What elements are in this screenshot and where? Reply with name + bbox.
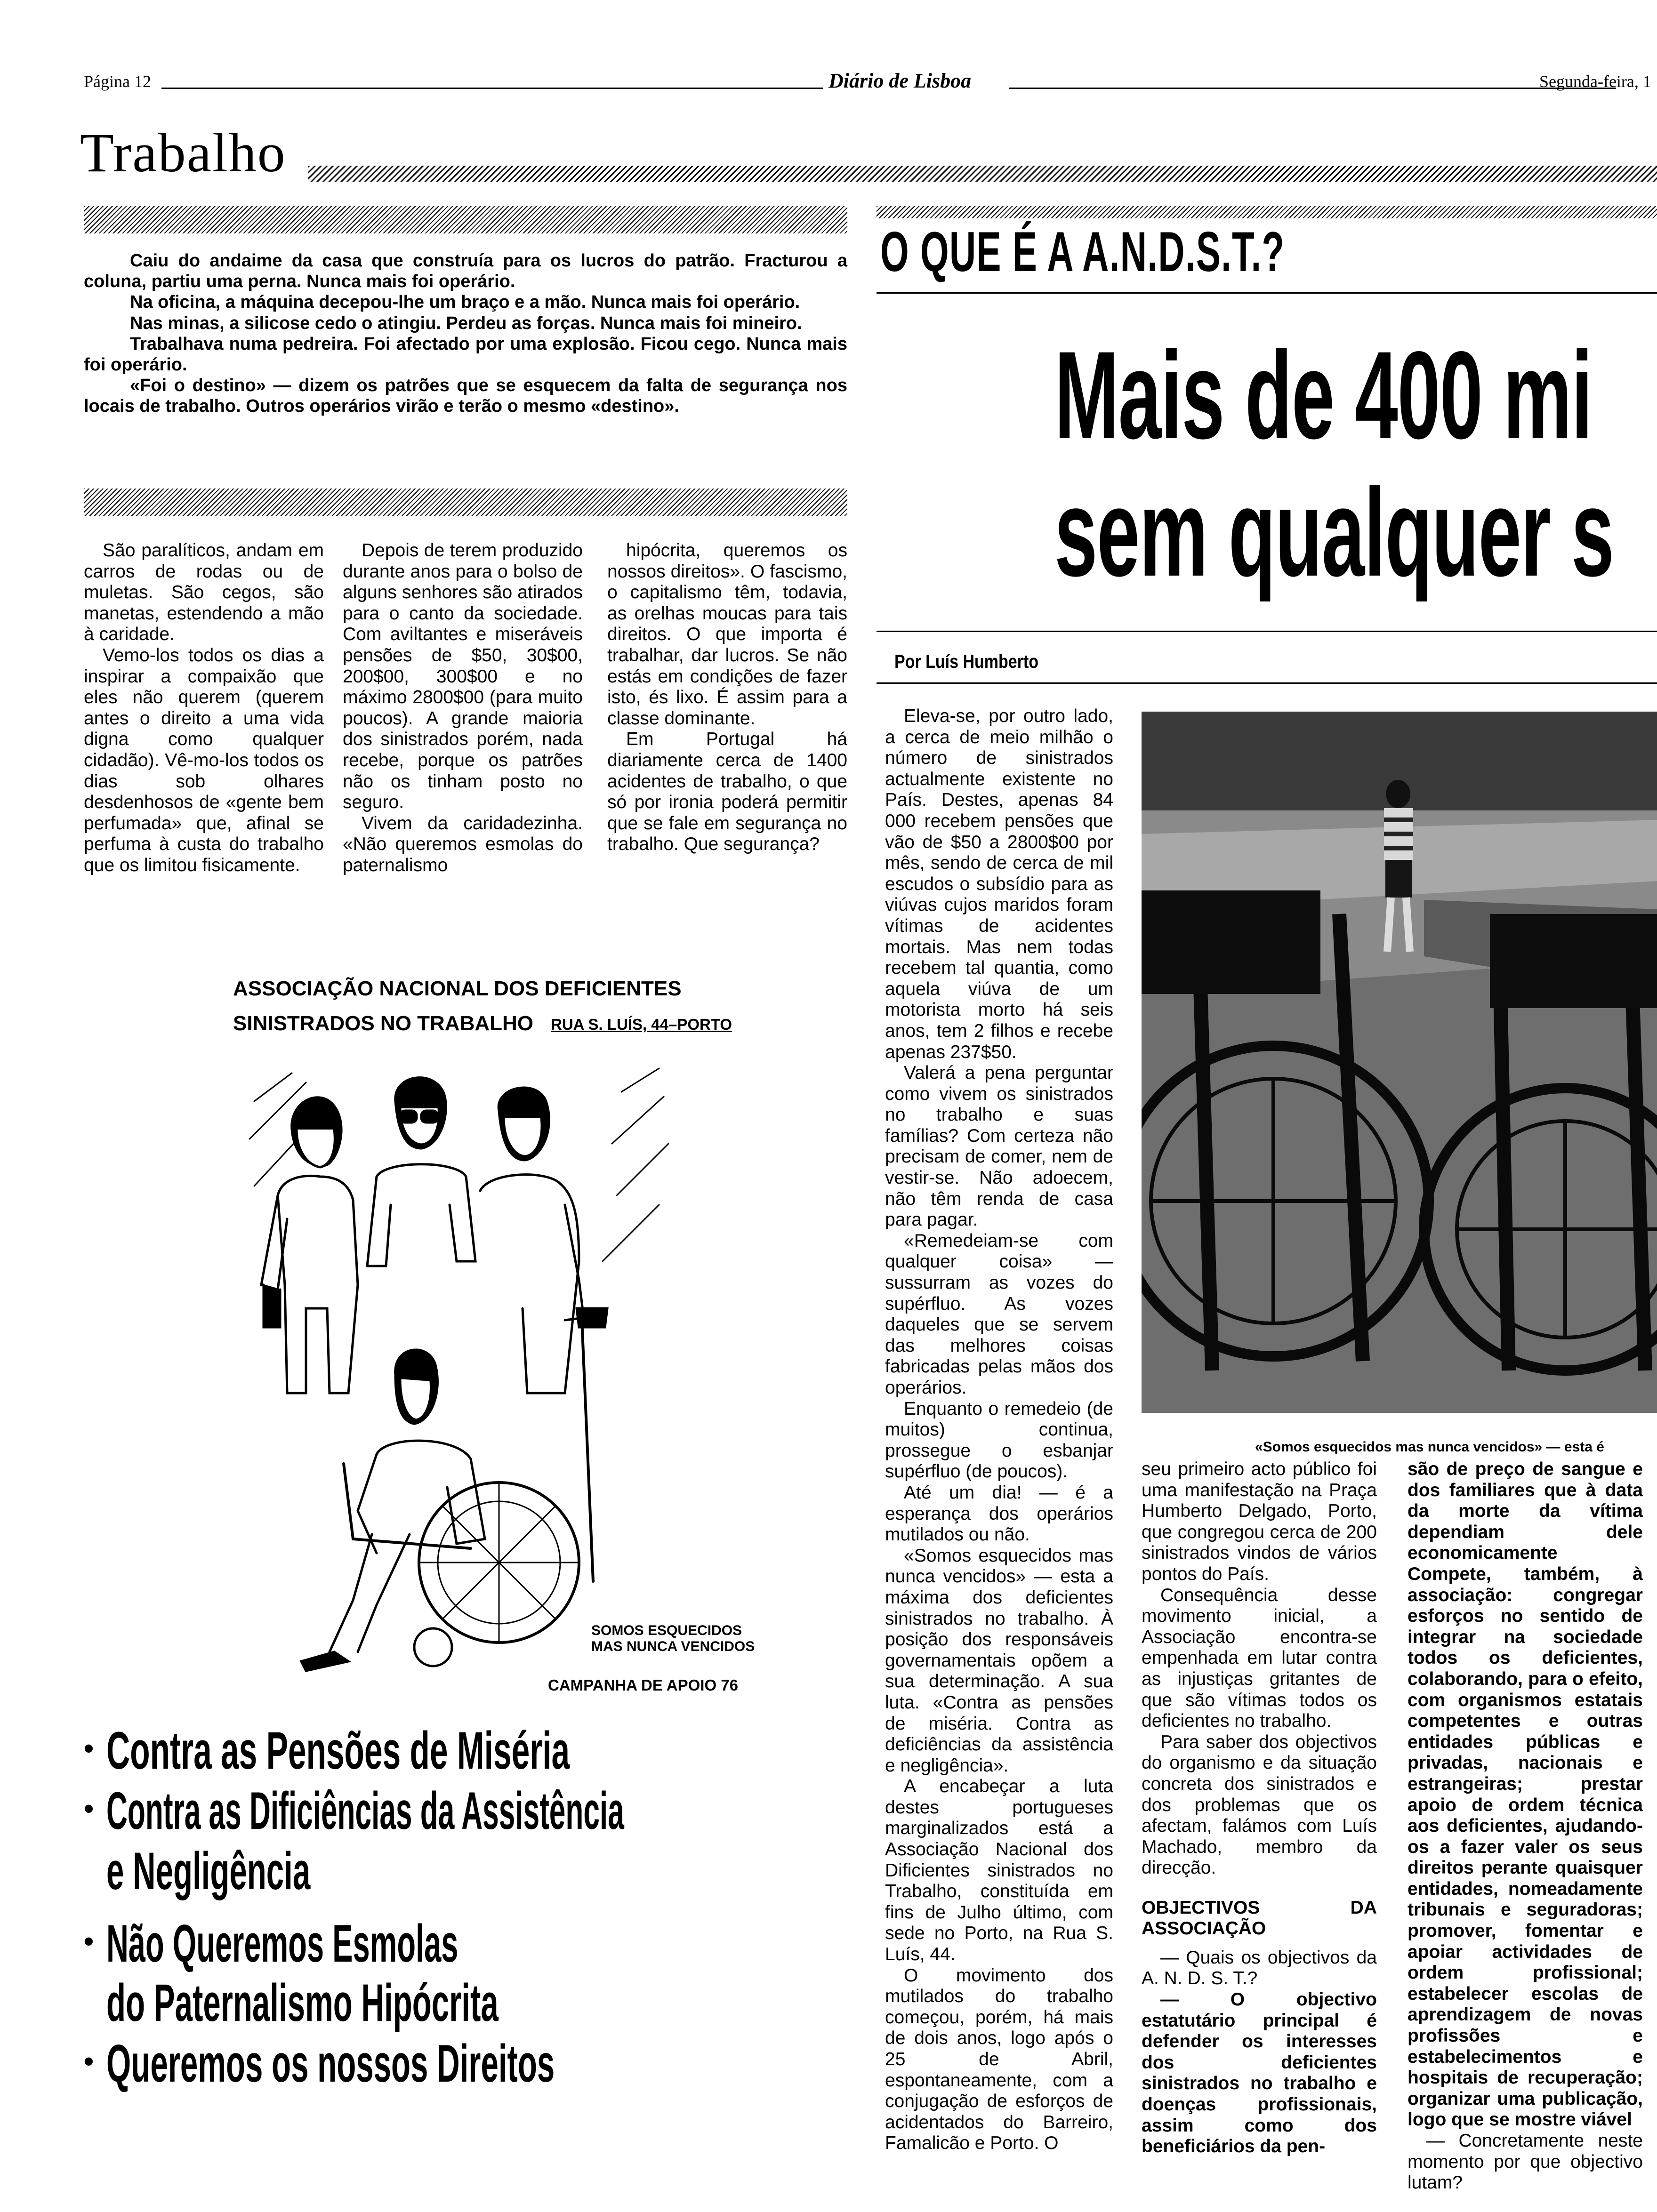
intro-paragraph: Nas minas, a silicose cedo o atingiu. Perdeu as forças. Nunca mais foi mineiro. <box>130 313 802 333</box>
left-column-2 <box>343 540 583 876</box>
slogan-text: e Negligência <box>106 1842 311 1900</box>
column-paragraph: Vemo-los todos os dias a inspirar a compaixão que eles não querem (querem antes o direito a uma vida digna como qualquer cidadão). Vê-mo-los todos os dias sob olhares desdenhosos de «gente bem perfumada» que, afinal se perfuma à custa do trabalho que os limitou fisicamente. <box>84 645 324 875</box>
page-date: Segunda-feira, 1 <box>1539 72 1651 91</box>
intro-paragraph: Caiu do andaime da casa que construía para os lucros do patrão. Fracturou a coluna, partiu uma perna. Nunca mais foi operário. <box>84 251 847 292</box>
header-rule-right <box>1009 88 1616 89</box>
column-paragraph: Consequência desse movimento inicial, a Associação encontra-se empenhada em lutar contra as injustiças gritantes de que são vítimas todos os deficientes no trabalho. <box>1142 1585 1377 1731</box>
column-paragraph: Vivem da caridadezinha. «Não queremos esmolas do paternalismo <box>343 813 583 875</box>
section-title-rule <box>308 166 1657 182</box>
poster-campaign: CAMPANHA DE APOIO 76 <box>548 1676 738 1694</box>
newspaper-name: Diário de Lisboa <box>828 69 972 92</box>
byline-rule-bottom <box>877 682 1657 684</box>
column-paragraph: O movimento dos mutilados do trabalho começou, porém, há mais de dois anos, logo após o 25 de Abril, espontaneamente, com a conjugação de esforços de acidentados do Barreiro, Famalicão e Porto. O <box>885 1965 1113 2154</box>
byline-rule-top <box>877 631 1657 632</box>
column-paragraph: — Quais os objectivos da A. N. D. S. T.? <box>1142 1947 1377 1989</box>
column-paragraph: «Somos esquecidos mas nunca vencidos» — esta a máxima dos deficientes sinistrados no trabalho. À posição dos responsáveis governamentais opõem a sua determinação. A sua luta. «Contra as pensões de miséria. Contra as deficiências da assistência e negligência». <box>885 1545 1113 1776</box>
article-top-hatch <box>877 206 1657 218</box>
column-paragraph-bold: — O objectivo estatutário principal é defender os interesses dos deficientes sinistrados no trabalho e doenças profissionais, assim como dos beneficiários da pen- <box>1142 1989 1377 2157</box>
slogan-text: Não Queremos Esmolas <box>106 1914 458 1973</box>
slogan-text: do Paternalismo Hipócrita <box>106 1973 499 2032</box>
slogan-text: Contra as Dificiências da Assistência <box>106 1781 624 1840</box>
slogan-text: Queremos os nossos Direitos <box>106 2034 555 2093</box>
bullet-icon: • <box>84 1793 94 1824</box>
article-headline-line2: sem qualquer s <box>1054 463 1614 602</box>
intro-bottom-hatch <box>84 489 847 516</box>
column-paragraph: Eleva-se, por outro lado, a cerca de meio milhão o número de sinistrados actualmente existente no País. Destes, apenas 84 000 recebem pensões que vão de $50 a 2800$00 por mês, sendo de cerca de mil escudos o subsídio para as viúvas cujos maridos foram vítimas de acidentes mortais. Mas nem todas recebem tal quantia, como aquela viúva de um motorista morto há seis anos, tem 2 filhos e recebe apenas 237$50. <box>885 706 1113 1062</box>
intro-paragraph: Trabalhava numa pedreira. Foi afectado por uma explosão. Ficou cego. Nunca mais foi operário. <box>84 334 847 375</box>
intro-paragraph: Na oficina, a máquina decepou-lhe um braço e a mão. Nunca mais foi operário. <box>130 292 800 313</box>
column-paragraph: Para saber dos objectivos do organismo e da situação concreta dos sinistrados e dos problemas que os afectam, falámos com Luís Machado, membro da direcção. <box>1142 1731 1377 1878</box>
slogan-list <box>84 1723 847 2212</box>
poster-address: RUA S. LUÍS, 44–PORTO <box>551 1016 732 1033</box>
poster-motto-line1: SOMOS ESQUECIDOS <box>591 1623 742 1638</box>
page-number: Página 12 <box>84 72 151 91</box>
page-header <box>84 71 1657 94</box>
disabled-workers-illustration <box>235 1064 673 1675</box>
poster-org-line1: ASSOCIAÇÃO NACIONAL DOS DEFICIENTES <box>233 977 682 1000</box>
column-paragraph: Em Portugal há diariamente cerca de 1400 acidentes de trabalho, o que só por ironia poderá permitir que se fale em segurança no trabalho. Que segurança? <box>607 729 847 855</box>
article-headline-line1: Mais de 400 mi <box>1054 326 1593 465</box>
section-title: Trabalho <box>80 122 286 184</box>
header-rule-left <box>161 88 823 89</box>
column-paragraph: «Remedeiam-se com qualquer coisa» — sussurram as vozes do supérfluo. As vozes daqueles que se servem das melhores coisas fabricadas pelas mãos dos operários. <box>885 1230 1113 1398</box>
photo-caption: «Somos esquecidos mas nunca vencidos» — esta é <box>1255 1439 1604 1455</box>
article-column-1 <box>885 706 1113 2154</box>
poster-illustration <box>235 1064 673 1675</box>
article-byline: Por Luís Humberto <box>894 651 1039 672</box>
intro-paragraph: «Foi o destino» — dizem os patrões que se esquecem da falta de segurança nos locais de trabalho. Outros operários virão e terão o mesmo «destino». <box>84 376 847 417</box>
bullet-icon: • <box>84 1732 94 1764</box>
column-paragraph: Depois de terem produzido durante anos para o bolso de alguns senhores são atirados para o canto da sociedade. Com aviltantes e miseráveis pensões de $50, 30$00, 200$00, 300$00 e no máximo 2800$00 (para muito poucos). A grande maioria dos sinistrados porém, nada recebe, porque os patrões não os tinham posto no seguro. <box>343 540 583 813</box>
column-paragraph: Enquanto o remedeio (de muitos) continua, prossegue o esbanjar supérfluo (de poucos). <box>885 1398 1113 1482</box>
article-subhead: OBJECTIVOS DA ASSOCIAÇÃO <box>1142 1897 1377 1939</box>
bullet-icon: • <box>84 1925 94 1957</box>
left-column-1 <box>84 540 324 876</box>
article-photo <box>1142 712 1657 1413</box>
column-paragraph: — Concretamente neste momento por que objectivo lutam? <box>1408 2131 1643 2193</box>
wheelchair-protest-photo <box>1142 712 1657 1413</box>
poster-org-line2: SINISTRADOS NO TRABALHO <box>233 1012 533 1035</box>
kicker-rule <box>877 292 1657 294</box>
left-column-3 <box>607 540 847 855</box>
column-paragraph: Valerá a pena perguntar como vivem os sinistrados no trabalho e suas famílias? Com certeza não precisam de comer, nem de vestir-se. Não adoecem, não têm renda de casa para pagar. <box>885 1063 1113 1230</box>
bullet-icon: • <box>84 2045 94 2077</box>
slogan-text: Contra as Pensões de Miséria <box>106 1721 570 1780</box>
column-paragraph: A encabeçar a luta destes portugueses marginalizados está a Associação Nacional dos Dificientes sinistrados no Trabalho, constituída em fins de Julho último, com sede no Porto, na Rua S. Luís, 44. <box>885 1776 1113 1965</box>
column-paragraph: hipócrita, queremos os nossos direitos». O fascismo, o capitalismo têm, todavia, as orelhas moucas para tais direitos. O que importa é trabalhar, dar lucros. Se não estás em condições de fazer isto, és lixo. É assim para a classe dominante. <box>607 540 847 729</box>
poster-motto-line2: MAS NUNCA VENCIDOS <box>591 1639 755 1654</box>
article-kicker: O QUE É A A.N.D.S.T.? <box>880 220 1285 283</box>
column-paragraph: seu primeiro acto público foi uma manifestação na Praça Humberto Delgado, Porto, que congregou cerca de 200 sinistrados vindos de vários pontos do País. <box>1142 1459 1377 1584</box>
article-column-3 <box>1408 1459 1643 2194</box>
column-paragraph: São paralíticos, andam em carros de rodas ou de muletas. São cegos, são manetas, estendendo a mão à caridade. <box>84 540 324 645</box>
column-paragraph-bold: são de preço de sangue e dos familiares que à data da morte da vítima dependiam dele economicamente Compete, também, à associação: congregar esforços no sentido de integrar na sociedade todos os deficientes, colaborando, para o efeito, com organismos estatais competentes e outras entidades públicas e privadas, nacionais e estrangeiras; prestar apoio de ordem técnica aos deficientes, ajudando-os a fazer valer os seus direitos perante quaisquer entidades, nomeadamente tribunais e seguradoras; promover, fomentar e apoiar actividades de ordem profissional; estabelecer escolas de aprendizagem de novas profissões e estabelecimentos e hospitais de recuperação; organizar uma publicação, logo que se mostre viável <box>1408 1459 1643 2130</box>
intro-top-hatch <box>84 206 847 233</box>
article-column-2 <box>1142 1459 1377 2157</box>
column-paragraph: Até um dia! — é a esperança dos operários mutilados ou não. <box>885 1482 1113 1545</box>
intro-box <box>84 250 847 417</box>
